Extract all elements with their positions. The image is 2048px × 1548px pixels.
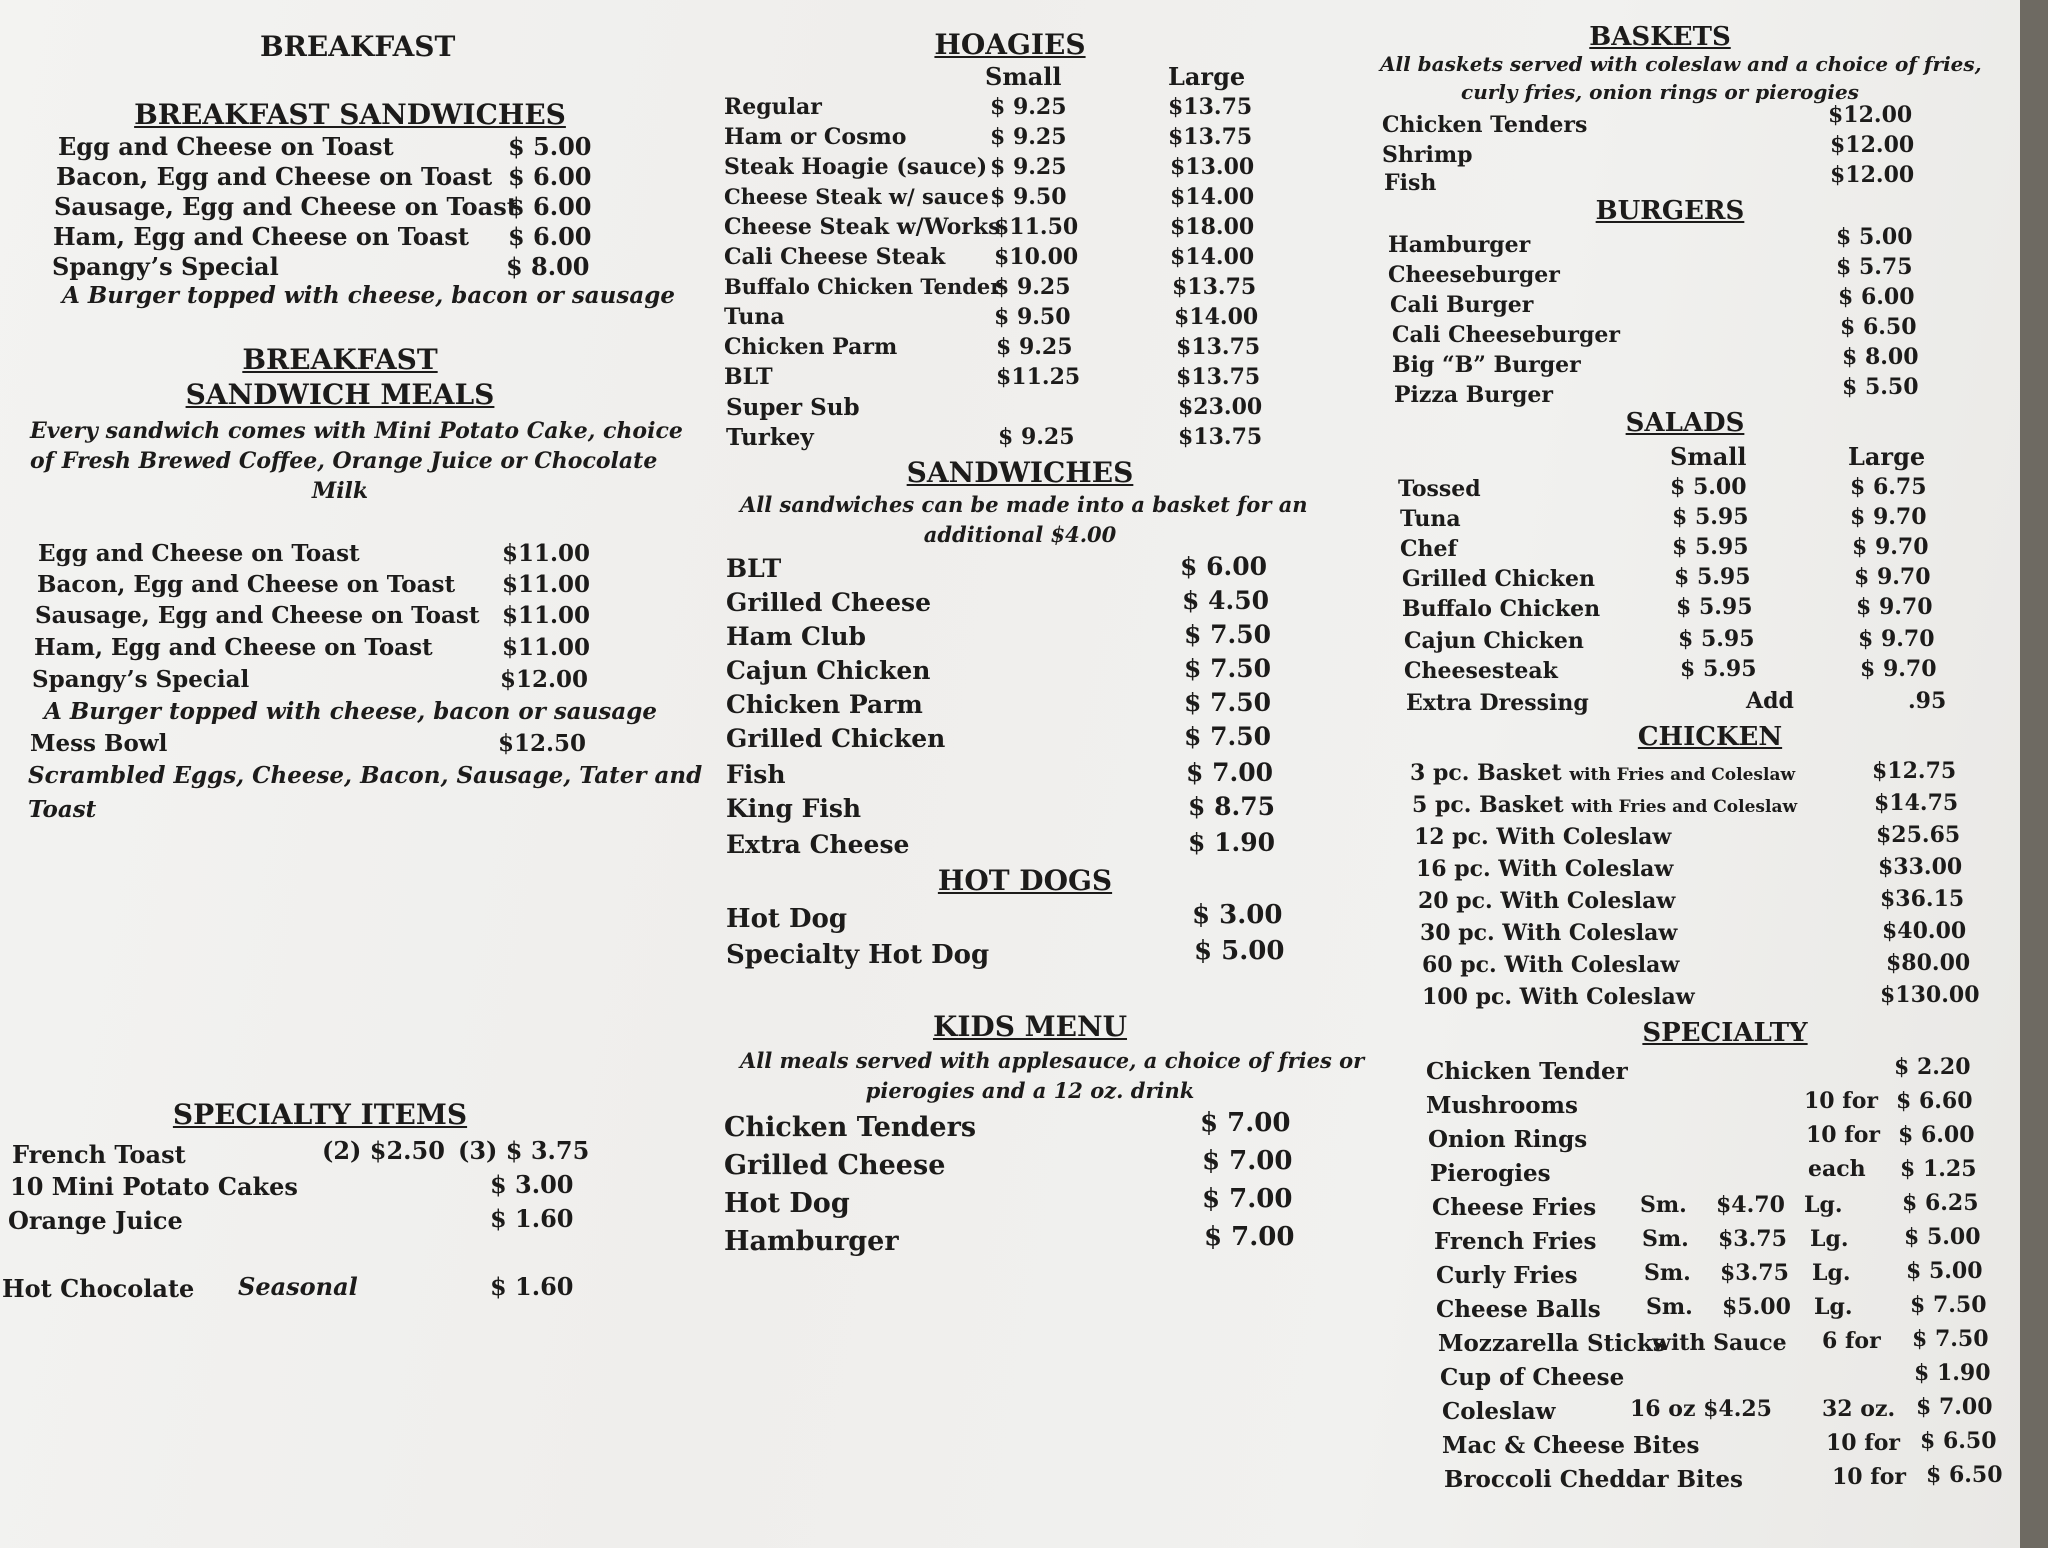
list-item-name: Grilled Chicken [1402, 566, 1595, 592]
kids-menu-title: KIDS MENU [932, 1010, 1128, 1043]
list-item-qty: 10 for [1804, 1088, 1879, 1114]
list-item-small: $ 9.25 [990, 124, 1067, 150]
list-item-large: $14.00 [1170, 184, 1255, 210]
list-item-size: with Sauce [1652, 1330, 1787, 1356]
list-item-price: $12.00 [500, 666, 589, 693]
list-item-name: Steak Hoagie (sauce) [724, 154, 988, 180]
list-item-name: Buffalo Chicken Tender [724, 274, 1002, 299]
list-item-price: $ 7.00 [1916, 1394, 1993, 1420]
list-item-name: Turkey [726, 424, 814, 451]
mess-note-1: Scrambled Eggs, Cheese, Bacon, Sausage, Tater and [28, 762, 703, 789]
list-item-name: Spangy’s Special [52, 252, 279, 281]
list-item-large: $13.75 [1176, 334, 1261, 360]
list-item-note: Seasonal [238, 1272, 358, 1301]
list-item-large: $13.75 [1178, 424, 1263, 450]
list-item-name: Hamburger [724, 1226, 899, 1257]
list-item-name: Regular [724, 94, 822, 120]
list-item-price: $11.00 [502, 540, 591, 567]
spangy-note: A Burger topped with cheese, bacon or sausage [62, 282, 675, 309]
burgers-title: BURGERS [1595, 196, 1745, 226]
list-item-name: Extra Dressing [1406, 690, 1589, 716]
list-item-small: $ 9.25 [990, 154, 1067, 180]
list-item-name: Mushrooms [1426, 1092, 1578, 1119]
list-item-small: $ 9.25 [998, 424, 1075, 450]
list-item-price: $ 6.50 [1840, 314, 1917, 340]
list-item-name: Grilled Chicken [726, 724, 946, 753]
list-item-name: Cajun Chicken [726, 656, 931, 685]
list-item-qty: Lg. [1804, 1192, 1843, 1218]
list-item-price: $ 1.25 [1900, 1156, 1977, 1182]
list-item-price: $ 1.60 [490, 1204, 574, 1233]
list-item-price: $ 2.20 [1894, 1054, 1971, 1080]
list-item-price: $ 5.00 [1194, 936, 1285, 966]
list-item-large: $ 9.70 [1854, 564, 1931, 590]
list-item-price: $ 5.50 [1842, 374, 1919, 400]
list-item-name: Sausage, Egg and Cheese on Toast [35, 602, 480, 629]
mess-bowl-price: $12.50 [498, 730, 587, 757]
list-item-name: Broccoli Cheddar Bites [1444, 1466, 1743, 1493]
list-item-price: $ 6.00 [508, 222, 592, 251]
list-item-name: Tuna [1400, 506, 1461, 532]
list-item-small: $ 5.95 [1678, 626, 1755, 652]
list-item-name: Hot Dog [726, 904, 848, 934]
list-item-size: Sm. [1642, 1226, 1689, 1252]
list-item-small: $ 5.95 [1676, 594, 1753, 620]
list-item-qty: 10 for [1806, 1122, 1881, 1148]
list-item-price: $ 7.50 [1184, 620, 1271, 649]
list-item-large: $23.00 [1178, 394, 1263, 420]
list-item-price: $ 6.60 [1896, 1088, 1973, 1114]
list-item-row [1410, 760, 1795, 786]
list-item-small: $ 9.25 [996, 334, 1073, 360]
list-item-name: Hot Chocolate [2, 1274, 195, 1303]
list-item-name: Super Sub [726, 394, 860, 421]
hoagies-title: HOAGIES [934, 28, 1086, 61]
list-item-name: Coleslaw [1442, 1398, 1556, 1425]
sandwiches-title: SANDWICHES [906, 456, 1134, 489]
list-item-name: Cheese Steak w/ sauce [724, 184, 989, 209]
list-item-name: Sausage, Egg and Cheese on Toast [54, 192, 518, 221]
list-item-add: Add [1746, 688, 1794, 714]
list-item-price: $ 3.00 [1192, 900, 1283, 930]
sandwiches-note-2: additional $4.00 [923, 522, 1117, 547]
list-item-name: 16 pc. With Coleslaw [1416, 856, 1674, 882]
list-item-large: $13.75 [1176, 364, 1261, 390]
list-item-name: Chef [1400, 536, 1457, 562]
list-item-name: Extra Cheese [726, 830, 910, 859]
list-item-small: $3.75 [1720, 1260, 1789, 1286]
list-item-small: $3.75 [1718, 1226, 1787, 1252]
list-item-price: .95 [1908, 688, 1947, 714]
list-item-name: Cali Burger [1390, 292, 1534, 318]
list-item-small: $ 9.25 [990, 94, 1067, 120]
breakfast-title: BREAKFAST [260, 30, 456, 63]
list-item-name: Tuna [724, 304, 785, 330]
list-item-large: $ 9.70 [1858, 626, 1935, 652]
list-item-price: $ 1.90 [1914, 1360, 1991, 1386]
list-item-detail: with Fries and Coleslaw [1571, 797, 1798, 817]
list-item-name: 12 pc. With Coleslaw [1414, 824, 1672, 850]
list-item-small: $ 9.50 [990, 184, 1067, 210]
list-item-name: 3 pc. Basket [1410, 760, 1562, 786]
list-item-small: $5.00 [1722, 1294, 1791, 1320]
list-item-small: $ 5.95 [1672, 504, 1749, 530]
list-item-name: Cheeseburger [1388, 262, 1560, 288]
list-item-name: Bacon, Egg and Cheese on Toast [37, 571, 456, 598]
list-item-name: Cup of Cheese [1440, 1364, 1625, 1391]
list-item-qty: Lg. [1812, 1260, 1851, 1286]
list-item-small: $10.00 [994, 244, 1079, 270]
mess-note-2: Toast [28, 796, 97, 823]
salads-col-small: Small [1670, 442, 1747, 471]
specialty-title: SPECIALTY [1642, 1018, 1808, 1048]
meals-title-2: SANDWICH MEALS [185, 378, 495, 411]
list-item-qty: Lg. [1810, 1226, 1849, 1252]
list-item-name: Orange Juice [8, 1206, 183, 1235]
list-item-price: $ 7.50 [1184, 688, 1271, 717]
list-item-name: Pierogies [1430, 1160, 1551, 1187]
list-item-small: $ 5.95 [1674, 564, 1751, 590]
list-item-price: $ 7.50 [1912, 1326, 1989, 1352]
list-item-name: Hamburger [1388, 232, 1531, 258]
meals-spangy-note: A Burger topped with cheese, bacon or sausage [44, 698, 657, 725]
list-item-name: Chicken Tenders [724, 1112, 977, 1143]
list-item-name: King Fish [726, 794, 862, 823]
list-item-price: $12.00 [1830, 162, 1915, 188]
list-item-name: Chicken Tenders [1382, 112, 1588, 138]
list-item-price: $11.00 [502, 634, 591, 661]
baskets-title: BASKETS [1589, 22, 1731, 52]
list-item-name: 60 pc. With Coleslaw [1422, 952, 1680, 978]
list-item-name: Specialty Hot Dog [726, 940, 990, 970]
list-item-large: $13.75 [1172, 274, 1257, 300]
list-item-name: 30 pc. With Coleslaw [1420, 920, 1678, 946]
list-item-price: $ 1.60 [490, 1272, 574, 1301]
list-item-name: Shrimp [1382, 142, 1473, 168]
list-item-small: $11.50 [994, 214, 1079, 240]
hoagies-col-small: Small [985, 62, 1062, 91]
list-item-price: $ 7.00 [1204, 1222, 1295, 1252]
list-item-price: $14.75 [1874, 790, 1959, 816]
list-item-small: $4.70 [1716, 1192, 1785, 1218]
list-item-price: $25.65 [1876, 822, 1961, 848]
list-item-name: Fish [726, 760, 786, 789]
list-item-large: $13.00 [1170, 154, 1255, 180]
list-item-name: Pizza Burger [1394, 382, 1553, 408]
list-item-size: Sm. [1646, 1294, 1693, 1320]
list-item-name: 20 pc. With Coleslaw [1418, 888, 1676, 914]
list-item-price: $ 6.00 [1898, 1122, 1975, 1148]
list-item-name: Mozzarella Sticks [1438, 1330, 1666, 1357]
list-item-price: $11.00 [502, 571, 591, 598]
list-item-name: 100 pc. With Coleslaw [1422, 984, 1695, 1010]
list-item-price: $ 3.00 [490, 1170, 574, 1199]
list-item-name: 10 Mini Potato Cakes [10, 1172, 298, 1201]
list-item-name: French Fries [1434, 1228, 1597, 1255]
list-item-size: 16 oz $4.25 [1630, 1396, 1772, 1422]
list-item-small: $11.25 [996, 364, 1081, 390]
list-item-qty: 6 for [1822, 1328, 1881, 1354]
list-item-price: $ 7.00 [1202, 1146, 1293, 1176]
list-item-price: $ 7.50 [1184, 722, 1271, 751]
salads-title: SALADS [1625, 408, 1745, 438]
meals-title-1: BREAKFAST [242, 343, 438, 376]
list-item-name: Egg and Cheese on Toast [38, 540, 360, 567]
list-item-price: $ 7.00 [1186, 758, 1273, 787]
list-item-price: $80.00 [1886, 950, 1971, 976]
list-item-row [1412, 792, 1797, 818]
list-item-large: $14.00 [1174, 304, 1259, 330]
list-item-price-two: (2) $2.50 [322, 1136, 445, 1165]
list-item-name: 5 pc. Basket [1412, 792, 1564, 818]
hoagies-col-large: Large [1168, 62, 1246, 91]
list-item-price: $ 5.00 [1904, 1224, 1981, 1250]
list-item-name: Curly Fries [1436, 1262, 1578, 1289]
specialty-items-title: SPECIALTY ITEMS [172, 1098, 468, 1131]
list-item-price: $ 5.00 [1836, 224, 1913, 250]
list-item-small: $ 5.95 [1672, 534, 1749, 560]
list-item-price: $ 6.00 [508, 162, 592, 191]
list-item-small: $ 9.50 [994, 304, 1071, 330]
list-item-price: $12.75 [1872, 758, 1957, 784]
kids-note-2: pierogies and a 12 oz. drink [865, 1078, 1195, 1103]
list-item-price: $ 8.00 [506, 252, 590, 281]
list-item-name: Onion Rings [1428, 1126, 1588, 1153]
list-item-price: $ 5.00 [1906, 1258, 1983, 1284]
list-item-name: Cheese Steak w/Works [724, 214, 1001, 240]
list-item-qty: Lg. [1814, 1294, 1853, 1320]
list-item-name: Ham or Cosmo [724, 124, 907, 150]
list-item-large: $ 9.70 [1850, 504, 1927, 530]
list-item-price: $33.00 [1878, 854, 1963, 880]
kids-note-1: All meals served with applesauce, a choice of fries or [740, 1048, 1365, 1073]
list-item-price: $ 8.75 [1188, 792, 1275, 821]
list-item-name: Chicken Parm [724, 334, 898, 360]
list-item-price: $ 6.00 [1180, 552, 1267, 581]
meals-note-2: of Fresh Brewed Coffee, Orange Juice or Chocolate [30, 448, 658, 474]
list-item-small: $ 5.00 [1670, 474, 1747, 500]
list-item-qty: 10 for [1832, 1464, 1907, 1490]
list-item-name: Ham Club [726, 622, 867, 651]
list-item-name: Chicken Tender [1426, 1058, 1628, 1085]
list-item-name: BLT [724, 364, 773, 390]
list-item-price: $ 7.00 [1200, 1108, 1291, 1138]
list-item-small: $ 5.95 [1680, 656, 1757, 682]
list-item-price: $ 6.50 [1920, 1428, 1997, 1454]
list-item-price: $12.00 [1828, 102, 1913, 128]
list-item-name: Cali Cheese Steak [724, 244, 946, 270]
baskets-note-1: All baskets served with coleslaw and a choice of fries, [1380, 52, 1982, 76]
list-item-name: Ham, Egg and Cheese on Toast [34, 634, 433, 661]
list-item-name: Spangy’s Special [32, 666, 250, 693]
list-item-name: Buffalo Chicken [1402, 596, 1601, 622]
list-item-name: Cajun Chicken [1404, 628, 1584, 654]
breakfast-sandwiches-title: BREAKFAST SANDWICHES [134, 98, 566, 131]
list-item-large: $14.00 [1170, 244, 1255, 270]
list-item-size: Sm. [1644, 1260, 1691, 1286]
list-item-large: $ 6.75 [1850, 474, 1927, 500]
list-item-name: Hot Dog [724, 1188, 850, 1219]
list-item-size: Sm. [1640, 1192, 1687, 1218]
sandwiches-note-1: All sandwiches can be made into a basket for an [740, 492, 1308, 517]
list-item-qty: 32 oz. [1822, 1396, 1896, 1422]
list-item-price: $ 7.50 [1184, 654, 1271, 683]
list-item-price: $ 6.00 [508, 192, 592, 221]
list-item-name: Ham, Egg and Cheese on Toast [53, 222, 469, 251]
mess-bowl-name: Mess Bowl [30, 730, 168, 757]
list-item-qty: 10 for [1826, 1430, 1901, 1456]
list-item-name: Mac & Cheese Bites [1442, 1432, 1700, 1459]
list-item-name: BLT [726, 554, 782, 583]
list-item-qty: each [1808, 1156, 1866, 1182]
list-item-detail: with Fries and Coleslaw [1569, 765, 1796, 785]
list-item-name: Egg and Cheese on Toast [58, 132, 394, 161]
list-item-price-three: (3) $ 3.75 [458, 1136, 590, 1165]
list-item-name: Cheese Balls [1436, 1296, 1601, 1323]
list-item-large: $ 9.70 [1856, 594, 1933, 620]
meals-note-1: Every sandwich comes with Mini Potato Cake, choice [30, 418, 683, 444]
baskets-note-2: curly fries, onion rings or pierogies [1461, 80, 1859, 104]
list-item-name: Grilled Cheese [724, 1150, 946, 1181]
list-item-price: $ 6.50 [1926, 1462, 2003, 1488]
list-item-name: Tossed [1398, 476, 1481, 502]
list-item-price: $40.00 [1882, 918, 1967, 944]
list-item-large: $ 9.70 [1860, 656, 1937, 682]
list-item-price: $ 6.25 [1902, 1190, 1979, 1216]
salads-col-large: Large [1848, 442, 1926, 471]
list-item-name: Fish [1384, 170, 1437, 196]
list-item-large: $ 9.70 [1852, 534, 1929, 560]
list-item-price: $ 5.75 [1836, 254, 1913, 280]
list-item-price: $11.00 [502, 602, 591, 629]
list-item-large: $13.75 [1168, 124, 1253, 150]
hot-dogs-title: HOT DOGS [937, 864, 1113, 897]
list-item-large: $18.00 [1170, 214, 1255, 240]
list-item-name: Cali Cheeseburger [1392, 322, 1620, 348]
list-item-name: Grilled Cheese [726, 588, 931, 617]
list-item-name: Cheesesteak [1404, 658, 1558, 684]
list-item-price: $ 4.50 [1182, 586, 1269, 615]
list-item-price: $ 7.00 [1202, 1184, 1293, 1214]
chicken-title: CHICKEN [1637, 722, 1783, 752]
list-item-price: $ 7.50 [1910, 1292, 1987, 1318]
list-item-name: Cheese Fries [1432, 1194, 1597, 1221]
list-item-name: Bacon, Egg and Cheese on Toast [56, 162, 493, 191]
list-item-price: $ 5.00 [508, 132, 592, 161]
list-item-name: Chicken Parm [726, 690, 923, 719]
list-item-price: $ 1.90 [1188, 828, 1275, 857]
list-item-name: Big “B” Burger [1392, 352, 1581, 378]
list-item-large: $13.75 [1168, 94, 1253, 120]
list-item-price: $ 8.00 [1842, 344, 1919, 370]
list-item-price: $130.00 [1880, 982, 1980, 1008]
list-item-small: $ 9.25 [994, 274, 1071, 300]
meals-note-3: Milk [311, 478, 369, 504]
list-item-price: $ 6.00 [1838, 284, 1915, 310]
list-item-price: $36.15 [1880, 886, 1965, 912]
list-item-price: $12.00 [1830, 132, 1915, 158]
list-item-name: French Toast [12, 1140, 186, 1169]
